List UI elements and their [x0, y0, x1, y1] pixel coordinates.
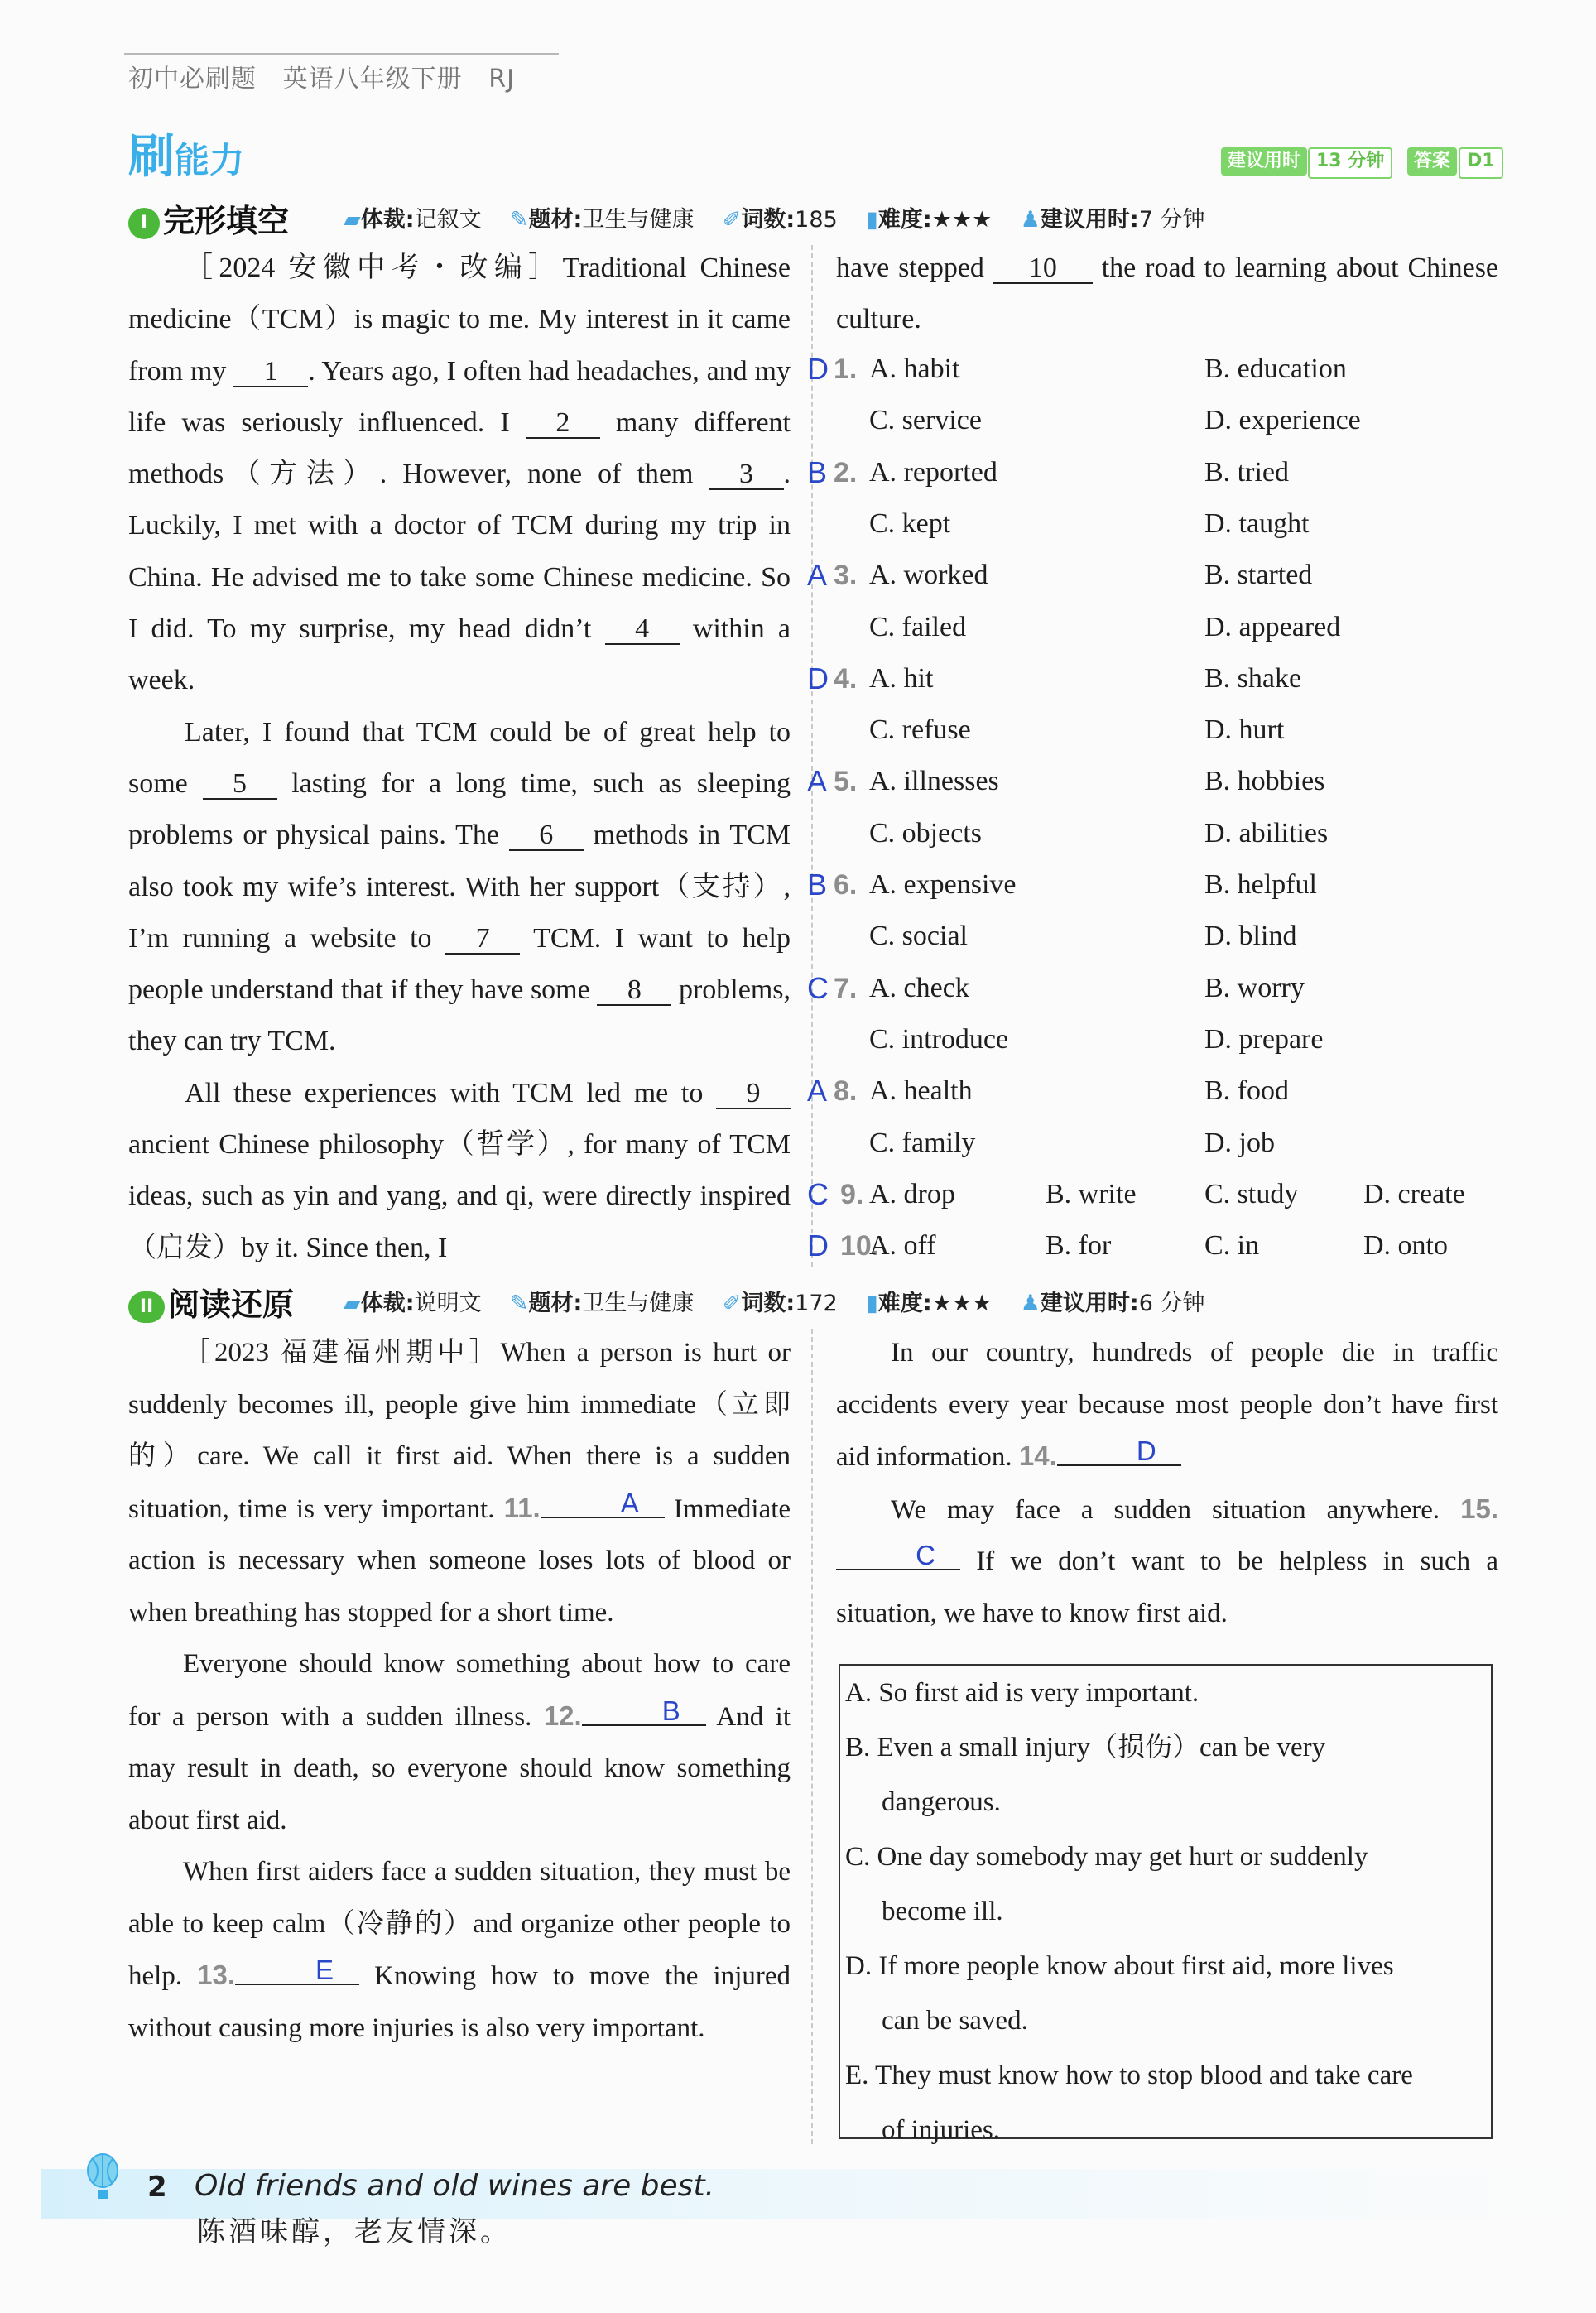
option-c: C. social: [869, 921, 968, 952]
question-number-5: 5.: [834, 766, 858, 798]
edition: RJ: [488, 65, 515, 94]
option-b: B. worry: [1204, 972, 1305, 1003]
option-b-cont: dangerous.: [882, 1787, 1001, 1817]
option-b: B. shake: [1204, 662, 1302, 694]
option-d: D. prepare: [1204, 1023, 1324, 1055]
option-a: A. drop: [869, 1178, 955, 1209]
topic-icon: ✎: [509, 207, 529, 233]
option-a: A. reported: [869, 456, 997, 488]
blank-10: 10: [993, 254, 1093, 284]
brand-logo: [128, 120, 244, 186]
reading-paragraph-2: Everyone should know something about how to care for a person with a sudden illness. 12. B And it may result in death, so everyone should know something about first aid.: [128, 1649, 791, 1835]
option-d: D. abilities: [1204, 817, 1329, 849]
option-c: C. study: [1204, 1178, 1299, 1209]
balloon-icon: [83, 2152, 123, 2202]
reading-paragraph-4: In our country, hundreds of people die in traffic accidents every year because most people don’t have first aid information. 14. D: [836, 1338, 1498, 1472]
q14-num: 14.: [1018, 1440, 1057, 1471]
q15-num: 15.: [1460, 1493, 1499, 1524]
option-c: C. objects: [869, 817, 982, 849]
question-number-8: 8.: [834, 1075, 858, 1108]
section1-num: I: [128, 208, 160, 239]
answer-5: A: [807, 764, 828, 799]
q14-answer: D: [1057, 1437, 1181, 1466]
section1-title: 完形填空: [163, 203, 290, 239]
option-c: C. introduce: [869, 1023, 1009, 1055]
option-a: A. worked: [869, 560, 988, 591]
option-c: C. kept: [869, 507, 951, 539]
option-b: B. write: [1046, 1178, 1137, 1209]
reading-passage: [128, 1327, 791, 2054]
column-divider-2: [811, 1329, 813, 2144]
option-e: E. They must know how to stop blood and take care: [845, 2061, 1413, 2090]
option-d: D. If more people know about first aid, more lives: [845, 1951, 1394, 1981]
time-tag-value: 13 分钟: [1308, 147, 1392, 179]
sentence-options-box: [839, 1664, 1493, 2145]
cloze-passage: [128, 243, 791, 1274]
reading-paragraph-5: We may face a sudden situation anywhere. 15.C If we don’t want to be helpless in such a situation, we have to know first aid.: [836, 1493, 1499, 1628]
option-c: C. failed: [869, 611, 967, 642]
option-a: A. So first aid is very important.: [845, 1678, 1199, 1708]
option-b: B. helpful: [1204, 869, 1317, 900]
q12-num: 12.: [543, 1700, 582, 1731]
option-a: A. health: [869, 1075, 973, 1107]
header-rule: [124, 53, 559, 55]
answer-7: C: [807, 970, 829, 1005]
header-text: [128, 58, 515, 94]
blank-4: 4: [605, 615, 680, 645]
question-number-3: 3.: [834, 560, 858, 592]
option-d-cont: can be saved.: [882, 2006, 1028, 2036]
cloze-passage-cont: [836, 243, 1498, 346]
option-d: D. onto: [1363, 1230, 1448, 1262]
option-d: D. blind: [1204, 921, 1297, 952]
section2-title: 阅读还原: [168, 1286, 295, 1323]
option-a: A. check: [869, 972, 969, 1003]
option-b: B. tried: [1204, 456, 1289, 488]
q11-answer: A: [541, 1489, 665, 1518]
time-icon: ♟: [1020, 207, 1041, 233]
answer-8: A: [807, 1074, 828, 1108]
answer-4: D: [807, 661, 829, 695]
option-d: D. appeared: [1204, 611, 1341, 642]
blank-9: 9: [716, 1080, 791, 1109]
cloze-paragraph-3: All these experiences with TCM led me to 9 ancient Chinese philosophy（哲学）, for many of TCM ideas, such as yin and yang, and qi, were directly inspired（启发）by it. Since then, I: [128, 1077, 791, 1263]
option-c-cont: become ill.: [882, 1897, 1003, 1926]
question-number-6: 6.: [834, 869, 858, 901]
question-number-10: 10.: [840, 1230, 880, 1262]
cloze-paragraph-4: have stepped 10 the road to learning about Chinese culture.: [836, 252, 1499, 335]
blank-2: 2: [526, 409, 600, 439]
blank-3: 3: [709, 460, 784, 490]
question-number-1: 1.: [834, 353, 858, 385]
difficulty-icon: ▮: [866, 207, 878, 233]
blank-8: 8: [597, 976, 671, 1006]
cloze-paragraph-2: Later, I found that TCM could be of great help to some 5 lasting for a long time, such as sleeping problems or physical pains. The 6 methods in TCM also took my wife’s interest. With her support（支持）, I’m running a website to 7 TCM. I want to help people understand that if they have some 8 problems, they can try TCM.: [128, 716, 791, 1057]
cloze-paragraph-1: ［2024 安徽中考・改编］Traditional Chinese medicine（TCM）is magic to me. My interest in it came from my 1 . Years ago, I often had headaches, and my life was seriously influenced. I 2 many different methods（方法）. However, none of them 3 . Luckily, I met with a doctor of TCM during my trip in China. He advised me to take some Chinese medicine. So I did. To my surprise, my head didn’t 4 within a week.: [128, 252, 791, 696]
option-d: D. create: [1363, 1178, 1465, 1209]
topic-icon: ✎: [509, 1291, 529, 1316]
answer-6: B: [807, 868, 828, 902]
question-number-4: 4.: [834, 662, 858, 695]
option-b: B. Even a small injury（损伤）can be very: [845, 1733, 1326, 1762]
option-b: B. for: [1046, 1230, 1112, 1262]
option-c: C. One day somebody may get hurt or suddenly: [845, 1842, 1368, 1872]
blank-5: 5: [203, 770, 277, 800]
option-a: A. habit: [869, 353, 960, 384]
option-b: B. food: [1204, 1075, 1289, 1107]
option-d: D. experience: [1204, 405, 1361, 436]
brand-main: 刷: [128, 130, 175, 184]
option-a: A. hit: [869, 662, 934, 694]
genre-icon: ▰: [344, 1291, 361, 1316]
question-number-9: 9.: [840, 1178, 864, 1210]
reading-paragraph-1: ［2023 福建福州期中］When a person is hurt or suddenly becomes ill, people give him immediate（立即的）care. We call it first aid. When there is a sudden situation, time is very important. 11. A Immediate action is necessary when someone loses lots of blood or when breathing has stopped for a short time.: [128, 1338, 791, 1628]
difficulty-icon: ▮: [866, 1291, 878, 1316]
words-icon: ✐: [722, 1291, 742, 1316]
blank-1: 1: [233, 358, 308, 387]
answer-tag-label: 答案: [1407, 147, 1457, 176]
brand-sub: 能力: [175, 140, 245, 180]
blank-6: 6: [509, 821, 584, 851]
option-c: C. family: [869, 1127, 976, 1158]
option-b: B. education: [1204, 353, 1347, 384]
answer-10: D: [807, 1229, 829, 1263]
book-title: 初中必刷题: [128, 65, 257, 94]
section1-meta: ▰体裁:记叙文 ✎题材:卫生与健康 ✐词数:185 ▮难度:★★★ ♟建议用时:7 分钟: [344, 207, 1205, 233]
section2-num: II: [128, 1291, 165, 1323]
option-e-cont: of injuries.: [882, 2115, 1000, 2145]
genre-icon: ▰: [344, 207, 361, 233]
q13-num: 13.: [197, 1960, 236, 1990]
proverb-en: Old friends and old wines are best.: [195, 2169, 714, 2203]
option-c: C. in: [1204, 1230, 1260, 1262]
page-number: 2: [147, 2171, 167, 2204]
option-b: B. started: [1204, 560, 1313, 591]
q15-answer: C: [836, 1541, 960, 1570]
answer-3: A: [807, 558, 828, 593]
blank-7: 7: [445, 925, 520, 955]
option-d: D. hurt: [1204, 714, 1285, 746]
q13-answer: E: [235, 1956, 359, 1985]
question-number-2: 2.: [834, 456, 858, 488]
option-c: C. refuse: [869, 714, 971, 746]
option-c: C. service: [869, 405, 982, 436]
answer-tag-page: D1: [1459, 147, 1503, 179]
option-a: A. expensive: [869, 869, 1017, 900]
q11-num: 11.: [503, 1492, 541, 1523]
question-number-7: 7.: [834, 972, 858, 1004]
reading-paragraph-3: When first aiders face a sudden situation, they must be able to keep calm（冷静的）and organize other people to help. 13. E Knowing how to move the injured without causing more injuries is also very important.: [128, 1857, 791, 2043]
q12-answer: B: [582, 1697, 706, 1726]
answer-1: D: [807, 352, 829, 386]
option-a: A. off: [869, 1230, 936, 1262]
proverb-cn: 陈酒味醇，老友情深。: [197, 2217, 512, 2248]
time-icon: ♟: [1020, 1291, 1041, 1316]
option-d: D. taught: [1204, 507, 1310, 539]
time-tag-label: 建议用时: [1221, 147, 1307, 176]
option-a: A. illnesses: [869, 766, 999, 797]
option-d: D. job: [1204, 1127, 1275, 1158]
words-icon: ✐: [722, 207, 742, 233]
answer-2: B: [807, 454, 828, 489]
section2-meta: ▰体裁:说明文 ✎题材:卫生与健康 ✐词数:172 ▮难度:★★★ ♟建议用时:6 分钟: [344, 1291, 1205, 1316]
answer-9: C: [807, 1176, 829, 1211]
section1-heading: [128, 195, 289, 241]
option-b: B. hobbies: [1204, 766, 1325, 797]
reading-passage-cont: [836, 1327, 1498, 1639]
subject-title: 英语八年级下册: [282, 65, 463, 94]
section2-heading: [128, 1279, 294, 1325]
